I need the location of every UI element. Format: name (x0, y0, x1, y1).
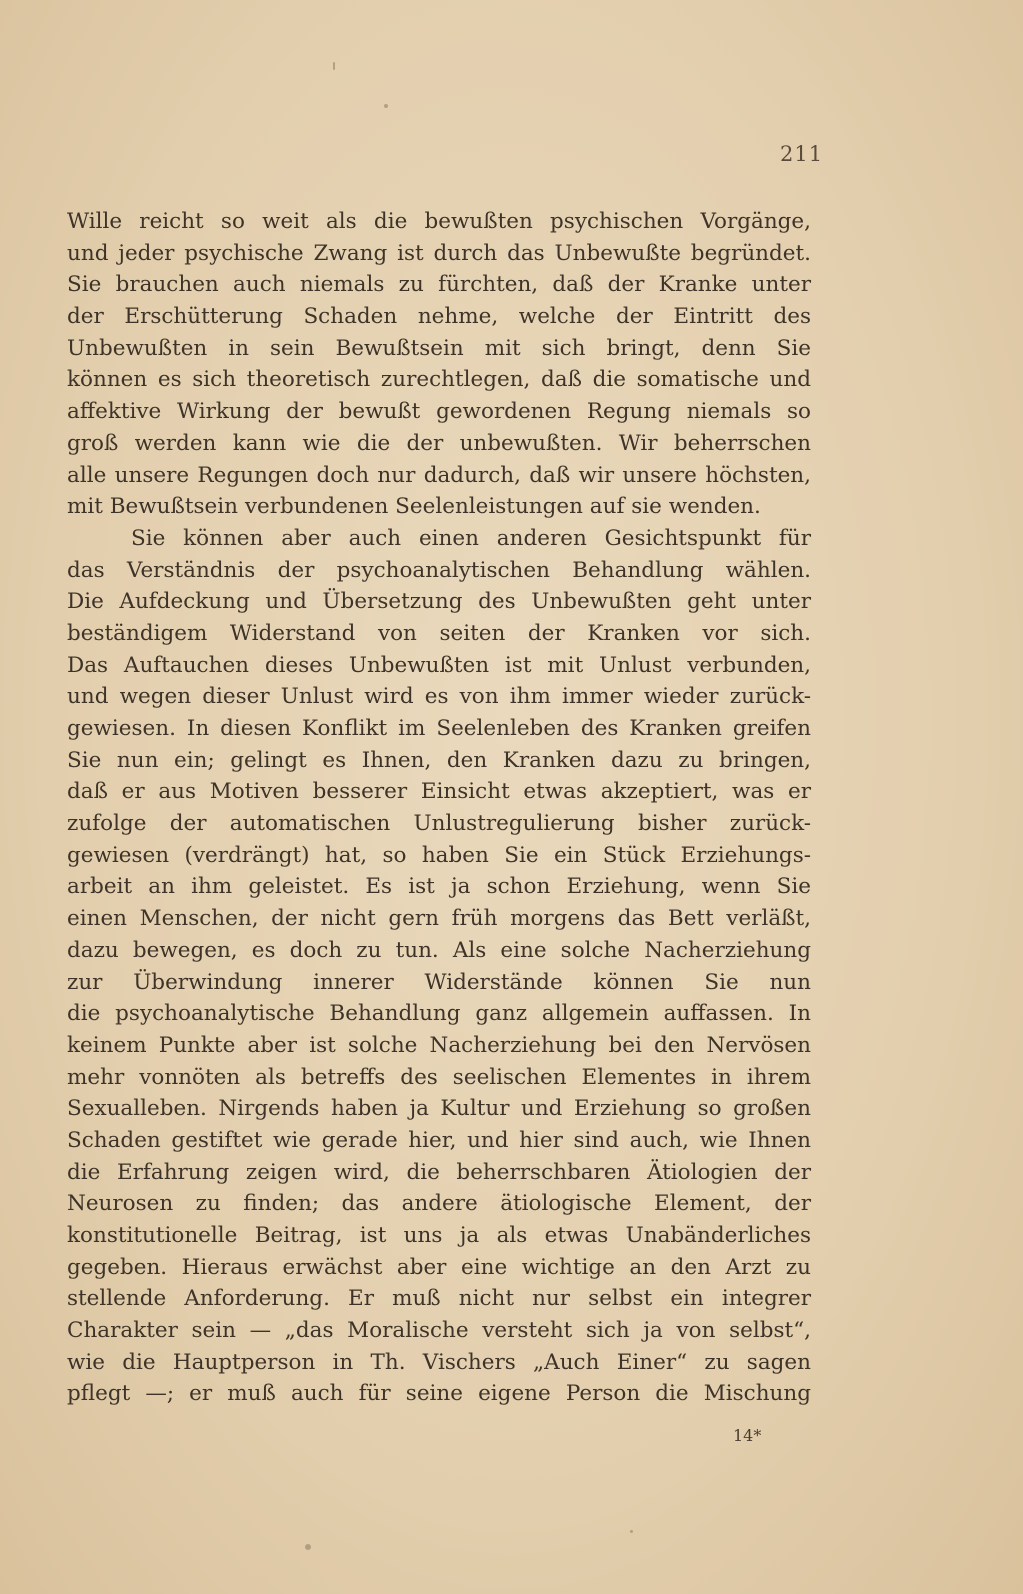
text-line: Neurosen zu finden; das andere ätiologische Element, der (67, 1191, 811, 1217)
paper-speck (333, 62, 335, 70)
text-line: Die Aufdeckung und Übersetzung des Unbewußten geht unter (67, 589, 811, 615)
body-text (67, 206, 811, 1410)
text-line: das Verständnis der psychoanalytischen Behandlung wählen. (67, 557, 811, 583)
paragraph-end-line: mit Bewußtsein verbundenen Seelenleistungen auf sie wenden. (67, 494, 761, 520)
text-line: gewiesen. In diesen Konflikt im Seelenleben des Kranken greifen (67, 716, 811, 741)
paper-speck (305, 1544, 311, 1550)
text-line: zur Überwindung innerer Widerstände können Sie nun (67, 969, 811, 995)
text-line: gegeben. Hieraus erwächst aber eine wichtige an den Arzt zu (67, 1254, 811, 1280)
text-line: daß er aus Motiven besserer Einsicht etwas akzeptiert, was er (67, 779, 811, 805)
text-line: die psychoanalytische Behandlung ganz allgemein auffassen. In (67, 1001, 811, 1027)
paragraph-start-line: Sie können aber auch einen anderen Gesichtspunkt für (131, 525, 811, 551)
text-line: dazu bewegen, es doch zu tun. Als eine solche Nacherziehung (67, 937, 811, 963)
page-number: 211 (780, 142, 824, 166)
text-line: die Erfahrung zeigen wird, die beherrschbaren Ätiologien der (67, 1159, 811, 1185)
text-line: Das Auftauchen dieses Unbewußten ist mit Unlust verbunden, (67, 652, 811, 678)
paper-speck (384, 104, 388, 108)
text-line: und jeder psychische Zwang ist durch das Unbewußte begründet. (67, 240, 811, 266)
printer-signature-mark: 14* (733, 1426, 762, 1445)
text-line: wie die Hauptperson in Th. Vischers „Auch Einer“ zu sagen (67, 1349, 811, 1375)
text-line: beständigem Widerstand von seiten der Kranken vor sich. (67, 620, 811, 646)
text-line: Unbewußten in sein Bewußtsein mit sich bringt, denn Sie (67, 335, 811, 361)
text-line: Schaden gestiftet wie gerade hier, und hier sind auch, wie Ihnen (67, 1127, 811, 1153)
text-line: konstitutionelle Beitrag, ist uns ja als etwas Unabänderliches (67, 1223, 811, 1248)
text-line: affektive Wirkung der bewußt gewordenen Regung niemals so (67, 399, 811, 425)
text-line: keinem Punkte aber ist solche Nacherziehung bei den Nervösen (67, 1032, 811, 1058)
text-line: Wille reicht so weit als die bewußten psychischen Vorgänge, (67, 209, 811, 234)
text-line: gewiesen (verdrängt) hat, so haben Sie ein Stück Erziehungs- (67, 842, 811, 868)
text-line: mehr vonnöten als betreffs des seelischen Elementes in ihrem (67, 1064, 811, 1090)
text-line: arbeit an ihm geleistet. Es ist ja schon Erziehung, wenn Sie (67, 874, 811, 900)
text-line: stellende Anforderung. Er muß nicht nur selbst ein integrer (67, 1286, 811, 1312)
text-line: Sie brauchen auch niemals zu fürchten, daß der Kranke unter (67, 272, 811, 298)
text-line: Sie nun ein; gelingt es Ihnen, den Kranken dazu zu bringen, (67, 747, 811, 773)
text-line: Sexualleben. Nirgends haben ja Kultur und Erziehung so großen (67, 1096, 811, 1122)
text-line: zufolge der automatischen Unlustregulierung bisher zurück- (67, 811, 811, 837)
text-line: einen Menschen, der nicht gern früh morgens das Bett verläßt, (67, 906, 811, 932)
text-line: pflegt —; er muß auch für seine eigene Person die Mischung (67, 1381, 811, 1407)
paper-speck (630, 1530, 633, 1533)
text-line: können es sich theoretisch zurechtlegen, daß die somatische und (67, 367, 811, 393)
text-line: groß werden kann wie die der unbewußten. Wir beherrschen (67, 430, 811, 456)
text-line: alle unsere Regungen doch nur dadurch, daß wir unsere höchsten, (67, 462, 811, 488)
text-line: der Erschütterung Schaden nehme, welche der Eintritt des (67, 304, 811, 330)
text-line: Charakter sein — „das Moralische versteht sich ja von selbst“, (67, 1318, 811, 1344)
text-line: und wegen dieser Unlust wird es von ihm immer wieder zurück- (67, 684, 811, 710)
